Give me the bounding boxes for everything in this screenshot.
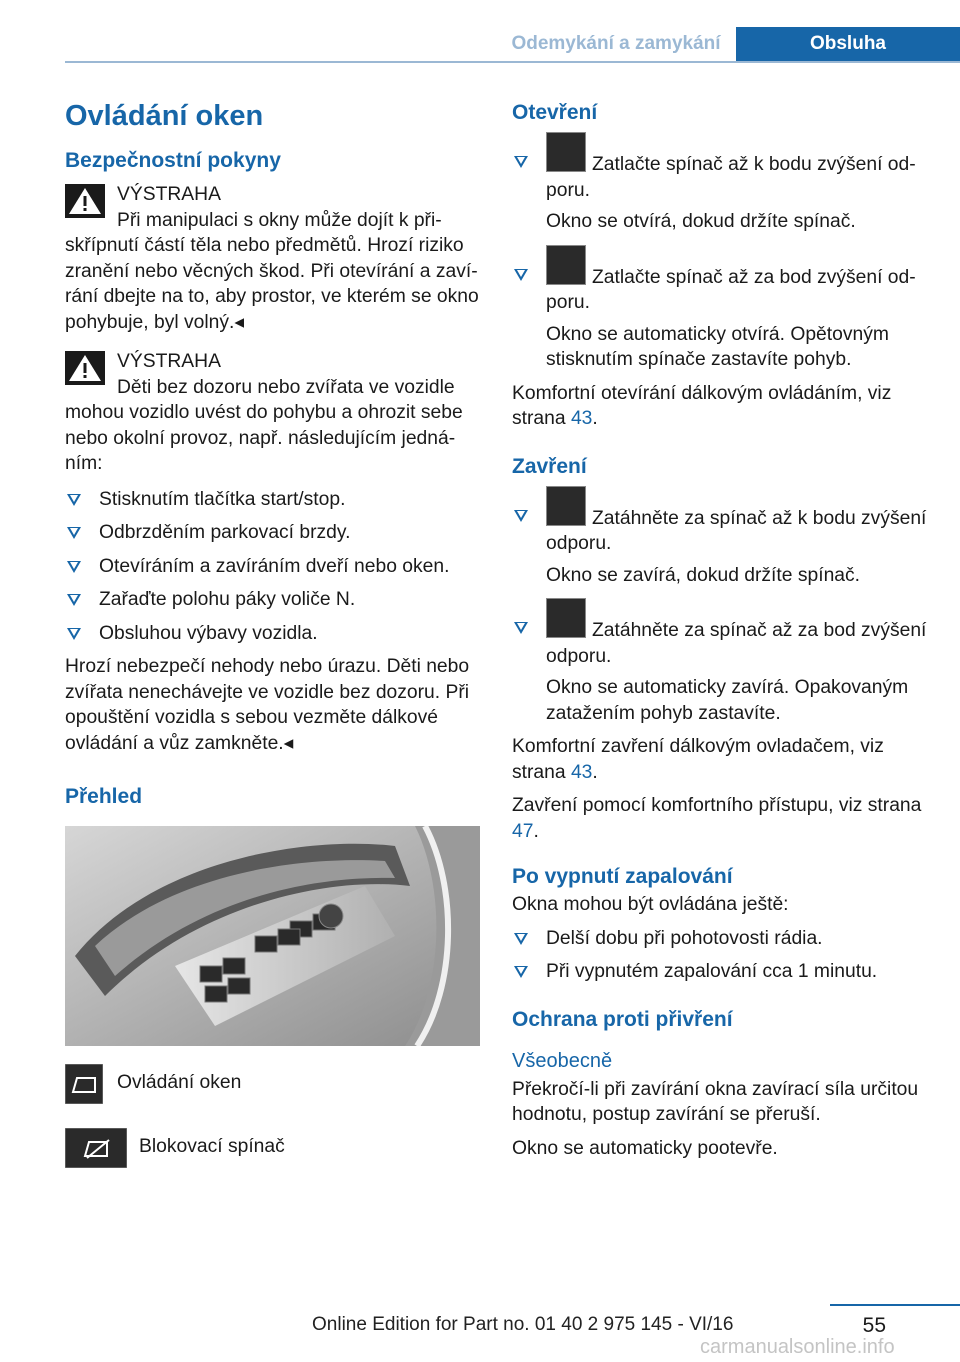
window-switch-icon <box>546 486 586 526</box>
warning-block-2 <box>65 349 480 477</box>
bullet-triangle-icon <box>514 269 528 281</box>
bullet-triangle-icon <box>67 527 81 539</box>
close-step-1: Zatáhněte za spínač až k bodu zvýšení odporu. Okno se zavírá, dokud držíte spínač. <box>512 498 927 589</box>
warning-conclusion: Hrozí nebezpečí nehody nebo úrazu. Děti nebo zvířata nenechávejte ve vozidle bez dozoru. Při opouštění vozidla s sebou vezměte dálkové ovládání a vůz zamkněte.◂ <box>65 656 470 754</box>
legend-window-switch <box>65 1064 480 1124</box>
door-panel-photo <box>65 826 480 1046</box>
legend-label: Ovládání oken <box>117 1072 242 1093</box>
page-link[interactable]: 47 <box>512 820 534 842</box>
warning-text: Děti bez dozoru nebo zvířata ve vozidle mohou vozidlo uvést do pohybu a ohrozit sebe nebo okolní provoz, např. následujícím jednáním: <box>65 376 463 474</box>
warning-triangle-icon <box>65 184 105 218</box>
list-item: Stisknutím tlačítka start/stop. <box>65 487 480 513</box>
close-note-1: Komfortní zavření dálkovým ovladačem, viz strana 43. <box>512 736 884 783</box>
window-switch-icon <box>65 1064 103 1104</box>
open-step-2: Zatlačte spínač až za bod zvýšení odporu. Okno se automaticky otvírá. Opětovným stisknutím spínače zastavíte pohyb. <box>512 257 927 373</box>
legend-label: Blokovací spínač <box>139 1136 285 1157</box>
right-column <box>512 98 927 1169</box>
page-title: Ovládání oken <box>65 100 264 132</box>
header-rule <box>65 61 960 63</box>
header-section-tab[interactable]: Obsluha <box>736 27 960 61</box>
bullet-triangle-icon <box>67 594 81 606</box>
window-switch-icon <box>546 598 586 638</box>
ignition-intro: Okna mohou být ovládána ještě: <box>512 894 789 915</box>
header-nav-label[interactable]: Odemykání a zamykání <box>511 33 721 54</box>
ignition-heading: Po vypnutí zapalování <box>512 865 733 888</box>
bullet-triangle-icon <box>67 494 81 506</box>
legend-lock-switch <box>65 1128 480 1188</box>
bullet-triangle-icon <box>514 966 528 978</box>
list-item: Obsluhou výbavy vozidla. <box>65 621 480 647</box>
window-switch-icon <box>546 245 586 285</box>
warning-label: VÝSTRAHA <box>117 184 221 205</box>
warning-text: Při manipulaci s okny může dojít k přiskřípnutí částí těla nebo předmětů. Hrozí riziko zranění nebo věcných škod. Při otevírání a zavírání dbejte na to, aby prostor, ve kterém se okno pohybuje, byl volný.◂ <box>65 209 479 333</box>
close-note-2: Zavření pomocí komfortního přístupu, viz strana 47. <box>512 795 922 842</box>
overview-heading: Přehled <box>65 785 143 808</box>
pinch-heading: Ochrana proti přivření <box>512 1007 733 1031</box>
bullet-triangle-icon <box>514 622 528 634</box>
bullet-triangle-icon <box>67 628 81 640</box>
window-switch-icon <box>546 132 586 172</box>
list-item: Delší dobu při pohotovosti rádia. <box>512 926 927 952</box>
general-paragraph-1: Překročí-li při zavírání okna zavírací síla určitou hodnotu, postup zavírání se přeruší. <box>512 1078 919 1125</box>
close-heading: Zavření <box>512 454 587 478</box>
warning-label: VÝSTRAHA <box>117 351 221 372</box>
list-item: Odbrzděním parkovací brzdy. <box>65 520 480 546</box>
lock-switch-icon <box>65 1128 127 1168</box>
list-item: Otevíráním a zavíráním dveří nebo oken. <box>65 554 480 580</box>
safety-heading: Bezpečnostní pokyny <box>65 149 281 172</box>
open-step-1: Zatlačte spínač až k bodu zvýšení odporu. Okno se otvírá, dokud držíte spínač. <box>512 144 927 235</box>
list-item: Při vypnutém zapalování cca 1 minutu. <box>512 959 927 985</box>
bullet-triangle-icon <box>67 561 81 573</box>
general-heading: Všeobecně <box>512 1049 613 1072</box>
general-paragraph-2: Okno se automaticky pootevře. <box>512 1137 778 1159</box>
bullet-triangle-icon <box>514 156 528 168</box>
watermark: carmanualsonline.info <box>700 1336 895 1358</box>
left-column <box>65 96 480 1192</box>
close-step-2: Zatáhněte za spínač až za bod zvýšení odporu. Okno se automaticky zavírá. Opakovaným zatažením pohyb zastavíte. <box>512 610 927 726</box>
edition-text: Online Edition for Part no. 01 40 2 975 145 - VI/16 <box>312 1314 734 1335</box>
list-item: Zařaďte polohu páky voliče N. <box>65 587 480 613</box>
page-number: 55 <box>862 1314 886 1337</box>
open-heading: Otevření <box>512 101 598 124</box>
bullet-triangle-icon <box>514 510 528 522</box>
ignition-bullet-list <box>512 926 927 985</box>
warning-triangle-icon <box>65 351 105 385</box>
open-note: Komfortní otevírání dálkovým ovládáním, viz strana 43. <box>512 382 892 429</box>
warning-block-1 <box>65 182 480 335</box>
page-link[interactable]: 43 <box>570 761 593 783</box>
footer-rule <box>830 1304 960 1306</box>
page-link[interactable]: 43 <box>570 408 593 429</box>
bullet-triangle-icon <box>514 933 528 945</box>
warning-bullet-list <box>65 487 480 647</box>
